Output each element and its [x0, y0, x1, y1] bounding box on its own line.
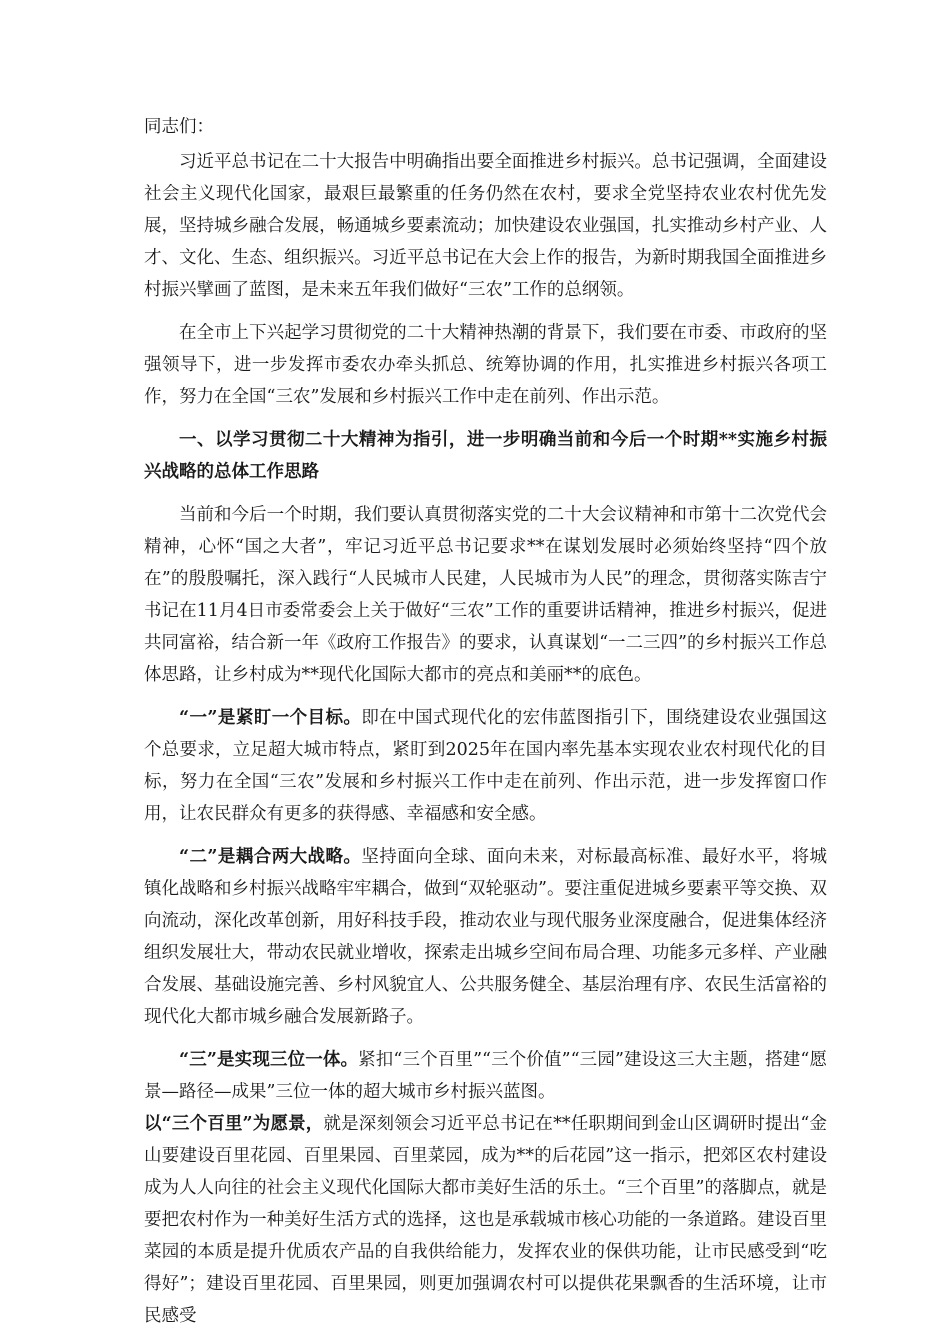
- section1-intro-paragraph: 当前和今后一个时期，我们要认真贯彻落实党的二十大会议精神和市第十二次党代会精神，心怀“国之大者”，牢记习近平总书记要求**在谋划发展时必须始终坚持“四个放在”的殷殷嘱托，深入践行“人民城市人民建，人民城市为人民”的理念，贯彻落实陈吉宁书记在11月4日市委常委会上关于做好“三农”工作的重要讲话精神，推进乡村振兴，促进共同富裕，结合新一年《政府工作报告》的要求，认真谋划“一二三四”的乡村振兴工作总体思路，让乡村成为**现代化国际大都市的亮点和美丽**的底色。: [144, 505, 827, 685]
- point-three-paragraph: [144, 1044, 827, 1108]
- point-one-paragraph: [144, 702, 827, 830]
- document-body: [144, 111, 827, 1343]
- point-two-lead: “二”是耦合两大战略。: [179, 847, 362, 867]
- intro-paragraph-2: 在全市上下兴起学习贯彻党的二十大精神热潮的背景下，我们要在市委、市政府的坚强领导下，进一步发挥市委农办牵头抓总、统筹协调的作用，扎实推进乡村振兴各项工作，努力在全国“三农”发展和乡村振兴工作中走在前列、作出示范。: [144, 323, 827, 407]
- section-heading-1: 一、以学习贯彻二十大精神为指引，进一步明确当前和今后一个时期**实施乡村振兴战略的总体工作思路: [144, 430, 827, 482]
- point-one-text: 即在中国式现代化的宏伟蓝图指引下，围绕建设农业强国这个总要求，立足超大城市特点，紧盯到2025年在国内率先基本实现农业农村现代化的目标，努力在全国“三农”发展和乡村振兴工作中走在前列、作出示范，进一步发挥窗口作用，让农民群众有更多的获得感、幸福感和安全感。: [144, 708, 827, 824]
- point-one-lead: “一”是紧盯一个目标。: [179, 708, 362, 728]
- point-two-text: 坚持面向全球、面向未来，对标最高标准、最好水平，将城镇化战略和乡村振兴战略牢牢耦合，做到“双轮驱动”。要注重促进城乡要素平等交换、双向流动，深化改革创新，用好科技手段，推动农业与现代服务业深度融合，促进集体经济组织发展壮大，带动农民就业增收，探索走出城乡空间布局合理、功能多元多样、产业融合发展、基础设施完善、乡村风貌宜人、公共服务健全、基层治理有序、农民生活富裕的现代化大都市城乡融合发展新路子。: [144, 847, 827, 1027]
- vision-paragraph: [144, 1108, 827, 1332]
- vision-text: 就是深刻领会习近平总书记在**任职期间到金山区调研时提出“金山要建设百里花园、百里果园、百里菜园，成为**的后花园”这一指示，把郊区农村建设成为人人向往的社会主义现代化国际大都市美好生活的乐土。“三个百里”的落脚点，就是要把农村作为一种美好生活方式的选择，这也是承载城市核心功能的一条道路。建设百里菜园的本质是提升优质农产品的自我供给能力，发挥农业的保供功能，让市民感受到“吃得好”；建设百里花园、百里果园，则更加强调农村可以提供花果飘香的生活环境，让市民感受: [144, 1114, 827, 1326]
- point-two-paragraph: [144, 841, 827, 1033]
- salutation: 同志们：: [144, 117, 214, 137]
- vision-lead: 以“三个百里”为愿景，: [144, 1114, 324, 1134]
- point-three-lead: “三”是实现三位一体。: [179, 1050, 359, 1070]
- point-three-text: 紧扣“三个百里”“三个价值”“三园”建设这三大主题，搭建“愿景—路径—成果”三位一体的超大城市乡村振兴蓝图。: [144, 1050, 827, 1102]
- intro-paragraph-1: 习近平总书记在二十大报告中明确指出要全面推进乡村振兴。总书记强调，全面建设社会主义现代化国家，最艰巨最繁重的任务仍然在农村，要求全党坚持农业农村优先发展，坚持城乡融合发展，畅通城乡要素流动；加快建设农业强国，扎实推动乡村产业、人才、文化、生态、组织振兴。习近平总书记在大会上作的报告，为新时期我国全面推进乡村振兴擘画了蓝图，是未来五年我们做好“三农”工作的总纲领。: [144, 152, 827, 300]
